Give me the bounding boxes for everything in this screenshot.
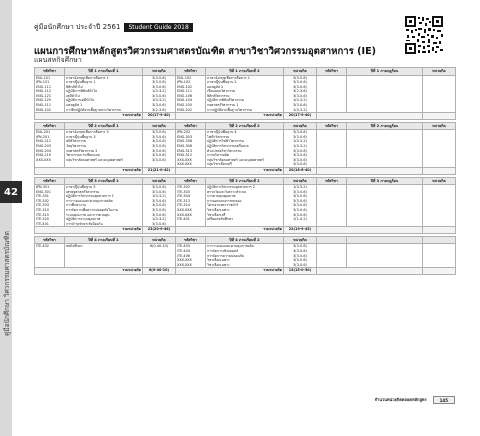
summer-codes [317, 185, 347, 227]
summer-names [347, 244, 423, 268]
course-codes-line: ITE-320 [36, 217, 49, 222]
course-codes-line: ENG-105 [177, 103, 193, 108]
summer-credits [423, 75, 456, 113]
course-credits-line: 3(3-0-6) [293, 189, 307, 194]
course-codes [176, 130, 206, 168]
sum-value: 20(17-9-40) [143, 113, 176, 120]
course-names-line: ปฏิบัติการฟิสิกส์ทั่วไป [66, 89, 98, 94]
course-names-line: ปฏิบัติการเคมีทั่วไป [66, 98, 95, 103]
column-header: ปีที่ 2 ภาคเรียนที่ 1 [65, 122, 143, 130]
sum-label: รวมหน่วยกิต [35, 113, 143, 120]
course-codes [176, 244, 206, 268]
column-header: รหัสวิชา [35, 122, 65, 130]
course-codes-line: JPN-301 [36, 185, 50, 189]
course-codes-line: ENL-102 [177, 75, 192, 80]
course-names-line: กลุ่มวิชาเลือกเสรี [207, 162, 232, 167]
course-credits-line: 3(3-0-6) [152, 130, 166, 135]
course-names-line: การวางแผนและควบคุมการผลิต [66, 198, 113, 203]
course-names-line: ภาษาญี่ปุ่นพื้นฐาน 5 [66, 185, 96, 189]
course-credits-line: 3(3-0-6) [152, 153, 166, 158]
course-credits-line: 3(2-3-6) [152, 107, 166, 112]
course-names-line: ฟิสิกส์ทั่วไป [66, 84, 83, 89]
sum-value: 23(20-9-46) [143, 227, 176, 234]
course-codes-line: ENG-203 [36, 144, 52, 149]
course-credits-line: 3(3-0-6) [293, 203, 307, 208]
block-header-row [35, 236, 456, 244]
summer-credits [423, 244, 456, 268]
course-names-line: กลุ่มวิชาสังคมศาสตร์ และมนุษยศาสตร์ [207, 157, 264, 162]
course-credits-line: 3(3-0-6) [293, 103, 307, 108]
course-names-line: ภาษาอังกฤษเพื่อการสื่อสาร 3 [66, 130, 109, 135]
course-codes-line: ITE-310 [36, 207, 49, 212]
course-codes-line: ITE-401 [177, 217, 190, 222]
sum-label: รวมหน่วยกิต [176, 113, 284, 120]
course-credits-line: 1(0-3-2) [293, 98, 307, 103]
sum-label: รวมหน่วยกิต [176, 268, 284, 275]
total-value: 145 [433, 396, 455, 404]
course-codes-line: ENL-101 [36, 75, 51, 80]
course-codes-line: XXX-XXX [177, 157, 192, 162]
course-names-line: ฟิสิกส์วิศวกรรม [207, 93, 230, 98]
course-credits-line: 3(3-0-6) [293, 244, 307, 249]
course-codes-line: ITE-302 [177, 185, 190, 189]
course-names-line: ปฏิบัติการฟิสิกส์วิศวกรรม [207, 98, 245, 103]
course-codes-line: ENG-112 [36, 89, 52, 94]
course-codes [35, 244, 65, 268]
column-header: รหัสวิชา [35, 177, 65, 185]
course-codes-line: ITE-315 [36, 212, 49, 217]
sum-value: 22(19-9-45) [284, 227, 317, 234]
column-header: ปีที่ 4 ภาคเรียนที่ 2 [206, 236, 284, 244]
column-header: หน่วยกิต [284, 177, 317, 185]
column-header: ปีที่ 3 ภาคฤดูร้อน [347, 177, 423, 185]
course-credits-line: 1(0-3-2) [293, 139, 307, 144]
summer-codes [317, 75, 347, 113]
summer-credits [423, 185, 456, 227]
course-codes-line: JPN-201 [36, 134, 50, 139]
course-names [65, 75, 143, 113]
course-codes-line: ITE-406 [177, 253, 190, 258]
course-codes-line: XXX-XXX [36, 157, 51, 162]
course-names-line: แคลคูลัส 1 [66, 103, 83, 108]
column-header: หน่วยกิต [143, 236, 176, 244]
course-names [206, 75, 284, 113]
course-credits-line: 3(3-0-6) [152, 139, 166, 144]
course-names [206, 185, 284, 227]
course-names-line: การฝึกปฏิบัติงานพื้นฐานทางวิศวกรรม [66, 107, 121, 112]
course-credits-line: 3(3-0-6) [152, 203, 166, 208]
column-header: ปีที่ 3 ภาคเรียนที่ 2 [206, 177, 284, 185]
course-names [65, 244, 143, 268]
course-names-line: ภาษาอังกฤษเพื่อการสื่อสาร 1 [66, 75, 109, 80]
course-credits-line: 1(0-3-2) [293, 185, 307, 189]
course-credits [284, 185, 317, 227]
column-header: รหัสวิชา [317, 177, 347, 185]
column-header [317, 236, 347, 244]
course-credits-line: 3(3-0-6) [152, 144, 166, 149]
sum-label: รวมหน่วยกิต [35, 227, 143, 234]
course-credits-line: 3(2-3-6) [293, 89, 307, 94]
course-credits-line: 1(0-3-2) [152, 98, 166, 103]
course-codes-line: ITE-402 [36, 244, 49, 249]
course-codes-line: ITE-403 [177, 244, 190, 249]
course-codes-line: ITE-303 [36, 203, 49, 208]
column-header: รหัสวิชา [176, 177, 206, 185]
column-header: รหัสวิชา [317, 122, 347, 130]
course-credits-line: 3(3-0-6) [293, 262, 307, 267]
column-header: หน่วยกิต [284, 68, 317, 76]
course-names-line: โครงงานพระราชดำริ [207, 203, 239, 208]
course-credits-line: 3(3-0-6) [152, 157, 166, 162]
course-names-line: สหกิจศึกษา [66, 244, 83, 249]
course-credits-line: 3(3-0-6) [293, 84, 307, 89]
course-codes-line: XXX-XXX [177, 207, 192, 212]
course-codes-line: ENG-313 [177, 148, 193, 153]
course-names-line: การควบคุมคุณภาพ [207, 194, 236, 199]
column-header: หน่วยกิต [284, 122, 317, 130]
course-credits [143, 244, 176, 268]
course-names-line: ภาษาญี่ปุ่นพื้นฐาน 4 [207, 130, 237, 135]
course-codes-line: ITE-401 [36, 221, 49, 226]
course-codes-line: XXX-XXX [177, 162, 192, 167]
course-credits-line: 1(0-3-2) [293, 144, 307, 149]
header-badge: Student Guide 2018 [124, 23, 192, 32]
column-header: หน่วยกิต [143, 68, 176, 76]
course-credits-line: 3(3-0-6) [293, 153, 307, 158]
course-codes-line: ITE-313 [177, 198, 190, 203]
sum-value: 15(15-0-30) [284, 268, 317, 275]
course-codes [176, 75, 206, 113]
sum-label: รวมหน่วยกิต [176, 168, 284, 175]
course-credits-line: 3(3-0-6) [293, 134, 307, 139]
study-plan-table-wrap [34, 67, 455, 275]
column-header: หน่วยกิต [423, 177, 456, 185]
column-header: ปีที่ 1 ภาคเรียนที่ 1 [65, 68, 143, 76]
course-names [65, 185, 143, 227]
course-codes-line: ENG-102 [177, 84, 193, 89]
course-credits-line: 3(3-0-6) [152, 148, 166, 153]
course-credits-line: 3(3-0-6) [293, 258, 307, 263]
course-names-line: ไฟฟ้าวิศวกรรม [207, 134, 230, 139]
course-names-line: ระบบคุณภาพ และการควบคุม [66, 212, 110, 217]
sum-label: รวมหน่วยกิต [176, 227, 284, 234]
course-names-line: วัสดุวิศวกรรม [66, 144, 87, 149]
summer-names [347, 185, 423, 227]
course-names-line: เขียนแบบวิศวกรรม [207, 89, 236, 94]
course-codes [35, 130, 65, 168]
course-codes-line: ENG-121 [36, 93, 52, 98]
column-header: หน่วยกิต [143, 177, 176, 185]
column-header: รหัสวิชา [176, 68, 206, 76]
course-codes [176, 185, 206, 227]
course-codes-line: ITE-304 [177, 194, 190, 199]
course-codes-line: ENG-102 [36, 107, 52, 112]
course-codes-line: XXX-XXX [177, 212, 192, 217]
course-names-line: วิศวกรรมการเขียนแบบ [66, 153, 100, 158]
course-credits [284, 75, 317, 113]
column-header: ปีที่ 3 ภาคเรียนที่ 1 [65, 177, 143, 185]
course-codes-line: ITE-404 [177, 248, 190, 253]
course-credits-line: 1(0-3-2) [293, 107, 307, 112]
course-names-line: การจัดการเพื่อความปลอดภัยในงาน [66, 207, 119, 212]
course-names-line: การปฏิบัติงานพื้นฐานวิศวกรรม [207, 107, 252, 112]
course-codes-line: ITE-302 [36, 198, 49, 203]
course-credits [143, 185, 176, 227]
course-codes-line: XXX-XXX [177, 262, 192, 267]
summer-names [347, 75, 423, 113]
course-names-line: กลศาสตร์วิศวกรรม 2 [66, 148, 98, 153]
course-credits [284, 130, 317, 168]
course-credits-line: 1(0-3-2) [152, 89, 166, 94]
course-codes-line: XXX-XXX [177, 258, 192, 263]
course-names-line: การออกแบบการทดลอง [207, 198, 242, 203]
course-credits-line: 1(1-0-2) [293, 217, 307, 222]
sum-value [423, 268, 456, 275]
course-codes-line: ENG-106 [177, 93, 193, 98]
course-names-line: ภาษาญี่ปุ่นพื้นฐาน 2 [207, 80, 237, 85]
course-names-line: ปฏิบัติการไฟฟ้าวิศวกรรม [207, 139, 244, 144]
course-credits-line: 3(3-0-6) [152, 189, 166, 194]
course-credits-line: 3(3-0-6) [293, 80, 307, 85]
course-names-line: เศรษฐศาสตร์วิศวกรรม [66, 189, 100, 194]
course-names [65, 130, 143, 168]
column-header: รหัสวิชา [35, 236, 65, 244]
column-header [423, 236, 456, 244]
course-credits-line: 3(3-0-6) [152, 93, 166, 98]
course-names-line: กลศาสตร์วิศวกรรม 1 [207, 103, 239, 108]
course-credits-line: 3(3-0-6) [152, 207, 166, 212]
course-credits [143, 130, 176, 168]
sum-label [317, 268, 423, 275]
column-header: รหัสวิชา [35, 68, 65, 76]
summer-codes [317, 244, 347, 268]
summer-names [347, 130, 423, 168]
course-credits-line: 3(3-0-6) [293, 248, 307, 253]
sum-value: 20(17-9-40) [284, 113, 317, 120]
course-credits-line: 3(3-0-6) [152, 221, 166, 226]
course-credits-line: 3(3-0-6) [152, 198, 166, 203]
column-header: หน่วยกิต [423, 68, 456, 76]
course-credits-line: 3(3-0-6) [152, 80, 166, 85]
course-names-line: สถิติวิศวกรรม [66, 139, 87, 144]
course-credits-line: 3(3-0-6) [293, 93, 307, 98]
course-names-line: วิชาเลือกเสรี [207, 212, 226, 217]
sum-value: 21(21-0-42) [143, 168, 176, 175]
summer-codes [317, 130, 347, 168]
course-names-line: ปฏิบัติการวิศวกรรมเครื่องกล [207, 144, 249, 149]
document-title: แผนการศึกษาหลักสูตรวิศวกรรมศาสตรบัณฑิต สาขาวิชาวิศวกรรมอุตสาหการ (IE) [34, 46, 377, 57]
header-text: คู่มือนักศึกษา ประจำปี 2561 [34, 23, 121, 31]
course-codes-line: ENG-211 [36, 139, 52, 144]
total-label: จำนวนหน่วยกิตตลอดหลักสูตร [374, 397, 427, 402]
course-names-line: ปฏิบัติการวิศวกรรมอุตสาหการ 2 [207, 185, 255, 189]
sum-label: รวมหน่วยกิต [35, 268, 143, 275]
course-names [206, 244, 284, 268]
course-credits-line: 3(3-0-6) [293, 162, 307, 167]
course-credits [143, 75, 176, 113]
block-header-row [35, 68, 456, 76]
course-credits-line: 3(3-0-6) [152, 185, 166, 189]
course-credits-line: 6(0-40-10) [149, 244, 169, 249]
course-names-line: ภาษาญี่ปุ่นพื้นฐาน 3 [66, 134, 96, 139]
column-header: หน่วยกิต [143, 122, 176, 130]
course-names-line: ปฏิบัติการระบบคุณภาพ [66, 217, 101, 222]
course-credits-line: 1(0-3-2) [152, 217, 166, 222]
course-codes-line: ENG-125 [36, 98, 52, 103]
page-header [34, 22, 193, 33]
course-credits-line: 3(3-0-6) [152, 103, 166, 108]
course-codes-line: ITE-314 [177, 203, 190, 208]
course-codes-line: JPN-101 [36, 80, 50, 85]
course-names-line: วิชาเลือกเฉพาะ [207, 207, 230, 212]
course-names-line: วิชาเลือกเฉพาะ [207, 258, 230, 263]
qr-code-icon[interactable] [404, 15, 444, 55]
block-body-row [35, 185, 456, 227]
course-codes-line: ENG-312 [177, 153, 193, 158]
course-credits-line: 3(3-0-6) [293, 130, 307, 135]
course-codes-line: ENG-301 [36, 189, 52, 194]
course-names-line: การบำรุงรักษาเชิงป้องกัน [66, 221, 103, 226]
block-sum-row [35, 268, 456, 275]
course-codes-line: ENG-303 [177, 134, 193, 139]
course-names-line: การจัดการความปลอดภัย [207, 253, 244, 258]
course-names-line: การบริหารผลิต [207, 153, 229, 158]
document-subtitle: แผนสหกิจศึกษา [34, 56, 82, 64]
course-codes-line: ENG-306 [177, 139, 193, 144]
course-names-line: ตัวแปรต่อวิชาวิศวกรรม [207, 148, 242, 153]
sum-value: 6(0-40-10) [143, 268, 176, 275]
course-credits-line: 3(3-0-6) [293, 75, 307, 80]
column-header: ปีที่ 1 ภาคฤดูร้อน [347, 68, 423, 76]
course-credits-line: 1(0-3-2) [152, 194, 166, 199]
course-codes-line: ENG-306 [177, 144, 193, 149]
side-label: คู่มือนักศึกษา วิศวกรรมศาสตรบัณฑิต [3, 231, 11, 336]
column-header: หน่วยกิต [423, 122, 456, 130]
course-names-line: แคลคูลัส 2 [207, 84, 224, 89]
course-codes-line: ITE-301 [36, 194, 49, 199]
sum-value: 20(18-6-40) [284, 168, 317, 175]
course-codes-line: ENG-104 [177, 98, 193, 103]
course-credits-line: 3(3-0-6) [293, 212, 307, 217]
course-credits-line: 3(3-0-6) [293, 207, 307, 212]
course-names-line: ตรวจวัดและวิเคราะห์ระบบ [207, 189, 247, 194]
course-names-line: การศึกษางาน [66, 203, 86, 208]
column-header: รหัสวิชา [317, 68, 347, 76]
column-header: ปีที่ 2 ภาคฤดูร้อน [347, 122, 423, 130]
course-names-line: เตรียมสหกิจศึกษา [207, 217, 234, 222]
block-header-row [35, 177, 456, 185]
course-codes-line: ENG-111 [177, 89, 193, 94]
course-codes-line: ENG-210 [36, 153, 52, 158]
course-names-line: วิชาเลือกเฉพาะ [207, 262, 230, 267]
column-header: รหัสวิชา [176, 236, 206, 244]
course-names-line: การวางแผนและควบคุมการผลิต [207, 244, 254, 249]
study-plan-table [34, 67, 456, 275]
column-header: รหัสวิชา [176, 122, 206, 130]
course-names-line: การจัดการเชิงกลยุทธ์ [207, 248, 239, 253]
column-header: ปีที่ 2 ภาคเรียนที่ 2 [206, 122, 284, 130]
summer-credits [423, 130, 456, 168]
course-codes-line: JPN-102 [177, 80, 191, 85]
course-codes [35, 185, 65, 227]
course-names-line: ปฏิบัติการวิศวกรรมอุตสาหการ 1 [66, 194, 114, 199]
total-credits [34, 395, 455, 404]
course-credits-line: 3(3-0-6) [293, 194, 307, 199]
column-header: ปีที่ 1 ภาคเรียนที่ 2 [206, 68, 284, 76]
course-names-line: กลุ่มวิชาสังคมศาสตร์ และมนุษยศาสตร์ [66, 157, 123, 162]
course-credits-line: 3(3-0-6) [152, 212, 166, 217]
block-body-row [35, 244, 456, 268]
column-header: หน่วยกิต [284, 236, 317, 244]
course-names-line: เคมีทั่วไป [66, 93, 80, 98]
block-body-row [35, 130, 456, 168]
sum-label: รวมหน่วยกิต [35, 168, 143, 175]
course-credits-line: 3(3-0-6) [152, 134, 166, 139]
course-credits [284, 244, 317, 268]
course-codes [35, 75, 65, 113]
course-names-line: ภาษาญี่ปุ่นพื้นฐาน 1 [66, 80, 96, 85]
course-credits-line: 3(3-0-6) [152, 84, 166, 89]
course-credits-line: 3(3-0-6) [293, 157, 307, 162]
block-body-row [35, 75, 456, 113]
block-header-row [35, 122, 456, 130]
course-credits-line: 3(3-0-6) [293, 198, 307, 203]
course-codes-line: ENG-111 [36, 103, 52, 108]
course-codes-line: ENL-201 [36, 130, 51, 135]
course-codes-line: JPN-202 [177, 130, 191, 135]
course-credits-line: 3(3-0-6) [293, 253, 307, 258]
course-credits-line: 3(3-0-6) [293, 148, 307, 153]
page-number: 42 [0, 181, 22, 203]
course-names-line: ภาษาอังกฤษเพื่อการสื่อสาร 2 [207, 75, 250, 80]
course-codes-line: ITE-303 [177, 189, 190, 194]
column-header [347, 236, 423, 244]
column-header: ปีที่ 4 ภาคเรียนที่ 1 [65, 236, 143, 244]
course-codes-line: ENG-111 [36, 84, 52, 89]
course-codes-line: ENG-202 [177, 107, 193, 112]
course-codes-line: ENG-204 [36, 148, 52, 153]
course-names [206, 130, 284, 168]
course-credits-line: 3(3-0-6) [152, 75, 166, 80]
